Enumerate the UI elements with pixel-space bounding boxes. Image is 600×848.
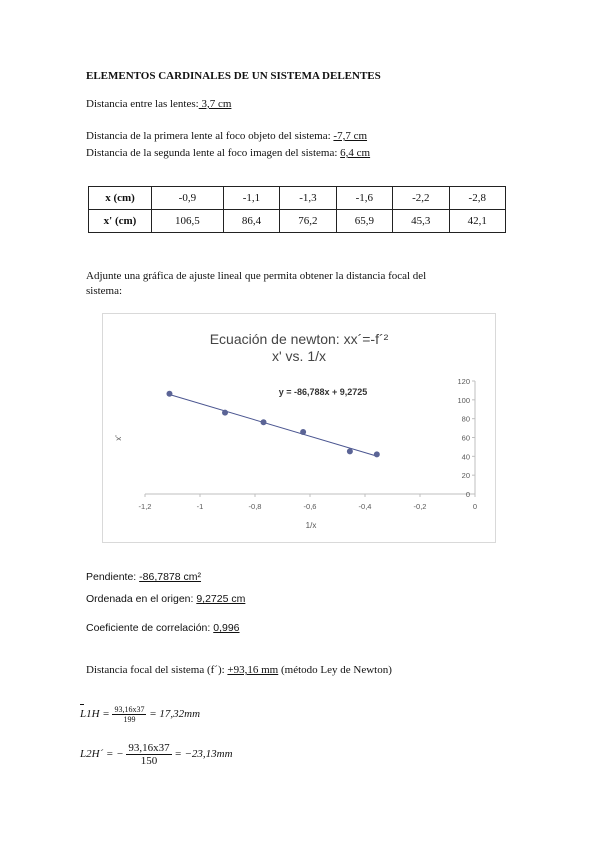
formula-l1h-numerator: 93,16x37 bbox=[114, 705, 145, 714]
coef-value: 0,996 bbox=[213, 622, 240, 634]
formula-l2h bbox=[80, 742, 233, 767]
table-cell: 106,5 bbox=[152, 210, 224, 233]
data-point bbox=[222, 410, 228, 416]
formula-l2h-rhs: = −23,13mm bbox=[174, 748, 233, 761]
x-axis-label: 1/x bbox=[305, 521, 317, 530]
table-row bbox=[89, 210, 506, 233]
primera-value: -7,7 cm bbox=[333, 130, 368, 142]
x-tick-label: -0,4 bbox=[358, 502, 372, 511]
x-tick-label: -0,8 bbox=[248, 502, 262, 511]
primera-line bbox=[86, 130, 367, 142]
x-tick-label: -1 bbox=[196, 502, 204, 511]
table-cell: -2,8 bbox=[449, 187, 505, 210]
table-cell: -1,3 bbox=[280, 187, 336, 210]
table-cell: 45,3 bbox=[393, 210, 449, 233]
distancia-value: 3,7 cm bbox=[198, 98, 232, 110]
coef-label: Coeficiente de correlación: bbox=[86, 622, 214, 634]
table-row bbox=[89, 187, 506, 210]
table-cell: 76,2 bbox=[280, 210, 336, 233]
focal-value: +93,16 mm bbox=[227, 664, 279, 676]
y-tick-label: 60 bbox=[461, 433, 470, 443]
pendiente-value: -86,7878 cm² bbox=[139, 571, 202, 583]
data-point bbox=[300, 429, 306, 435]
chart-area bbox=[102, 313, 496, 543]
segunda-line bbox=[86, 147, 370, 159]
overline-mark bbox=[80, 704, 84, 705]
formula-l1h-fraction bbox=[112, 705, 146, 724]
y-tick-label: 40 bbox=[461, 452, 470, 462]
formula-l2h-numerator: 93,16x37 bbox=[128, 742, 170, 754]
ordenada-label: Ordenada en el origen: bbox=[86, 593, 197, 605]
table-cell: -2,2 bbox=[393, 187, 449, 210]
data-point bbox=[261, 419, 267, 425]
focal-line bbox=[86, 664, 392, 676]
table-cell: -1,6 bbox=[336, 187, 392, 210]
y-tick-label: 100 bbox=[457, 395, 470, 405]
segunda-label: Distancia de la segunda lente al foco imagen del sistema: bbox=[86, 147, 341, 159]
formula-l2h-lhs: L2H´ = − bbox=[80, 748, 124, 761]
table-cell: 42,1 bbox=[449, 210, 505, 233]
y-tick-label: 120 bbox=[457, 377, 470, 386]
row2-header: x' (cm) bbox=[89, 210, 152, 233]
y-axis-label: x' bbox=[114, 435, 123, 441]
trendline bbox=[169, 394, 376, 456]
chart-title: Ecuación de newton: xx´=-f´² bbox=[209, 331, 389, 347]
y-tick-label: 80 bbox=[461, 414, 470, 424]
prompt-line-2: sistema: bbox=[86, 285, 123, 297]
x-tick-label: -1,2 bbox=[138, 502, 152, 511]
ordenada-line bbox=[86, 593, 245, 605]
formula-l1h-lhs: L1H = bbox=[80, 708, 110, 721]
focal-label: Distancia focal del sistema (f´): bbox=[86, 664, 228, 676]
data-point bbox=[166, 391, 172, 397]
focal-suffix: (método Ley de Newton) bbox=[278, 664, 392, 676]
table-cell: -1,1 bbox=[223, 187, 279, 210]
table-cell: 86,4 bbox=[223, 210, 279, 233]
prompt-line-1: Adjunte una gráfica de ajuste lineal que permita obtener la distancia focal del bbox=[86, 270, 427, 282]
formula-l2h-denominator: 150 bbox=[140, 755, 158, 767]
data-point bbox=[374, 451, 380, 457]
row1-header: x (cm) bbox=[89, 187, 152, 210]
table-cell: 65,9 bbox=[336, 210, 392, 233]
data-table bbox=[88, 186, 506, 233]
chart-svg bbox=[103, 314, 495, 542]
document-title: ELEMENTOS CARDINALES DE UN SISTEMA DELENTES bbox=[86, 70, 381, 82]
data-point bbox=[347, 448, 353, 454]
chart-subtitle: x' vs. 1/x bbox=[271, 348, 327, 364]
formula-l2h-fraction bbox=[126, 742, 171, 767]
pendiente-line bbox=[86, 571, 201, 583]
ordenada-value: 9,2725 cm bbox=[196, 593, 246, 605]
formula-l1h-lhs-wrap bbox=[80, 708, 110, 720]
y-tick-label: 0 bbox=[465, 490, 470, 499]
formula-l1h-denominator: 199 bbox=[123, 715, 136, 724]
x-tick-label: -0,2 bbox=[413, 502, 427, 511]
primera-label: Distancia de la primera lente al foco objeto del sistema: bbox=[86, 130, 334, 142]
distancia-line bbox=[86, 98, 231, 110]
plot-layer bbox=[139, 377, 478, 511]
segunda-value: 6,4 cm bbox=[340, 147, 371, 159]
formula-l1h bbox=[80, 705, 200, 724]
y-tick-label: 20 bbox=[461, 471, 470, 481]
pendiente-label: Pendiente: bbox=[86, 571, 140, 583]
formula-l1h-rhs: = 17,32mm bbox=[149, 708, 201, 721]
table-cell: -0,9 bbox=[152, 187, 224, 210]
x-tick-label: -0,6 bbox=[303, 502, 317, 511]
coef-line bbox=[86, 622, 240, 634]
x-tick-label: 0 bbox=[472, 502, 478, 511]
trendline-equation: y = -86,788x + 9,2725 bbox=[278, 387, 368, 397]
distancia-label: Distancia entre las lentes: bbox=[86, 98, 199, 110]
